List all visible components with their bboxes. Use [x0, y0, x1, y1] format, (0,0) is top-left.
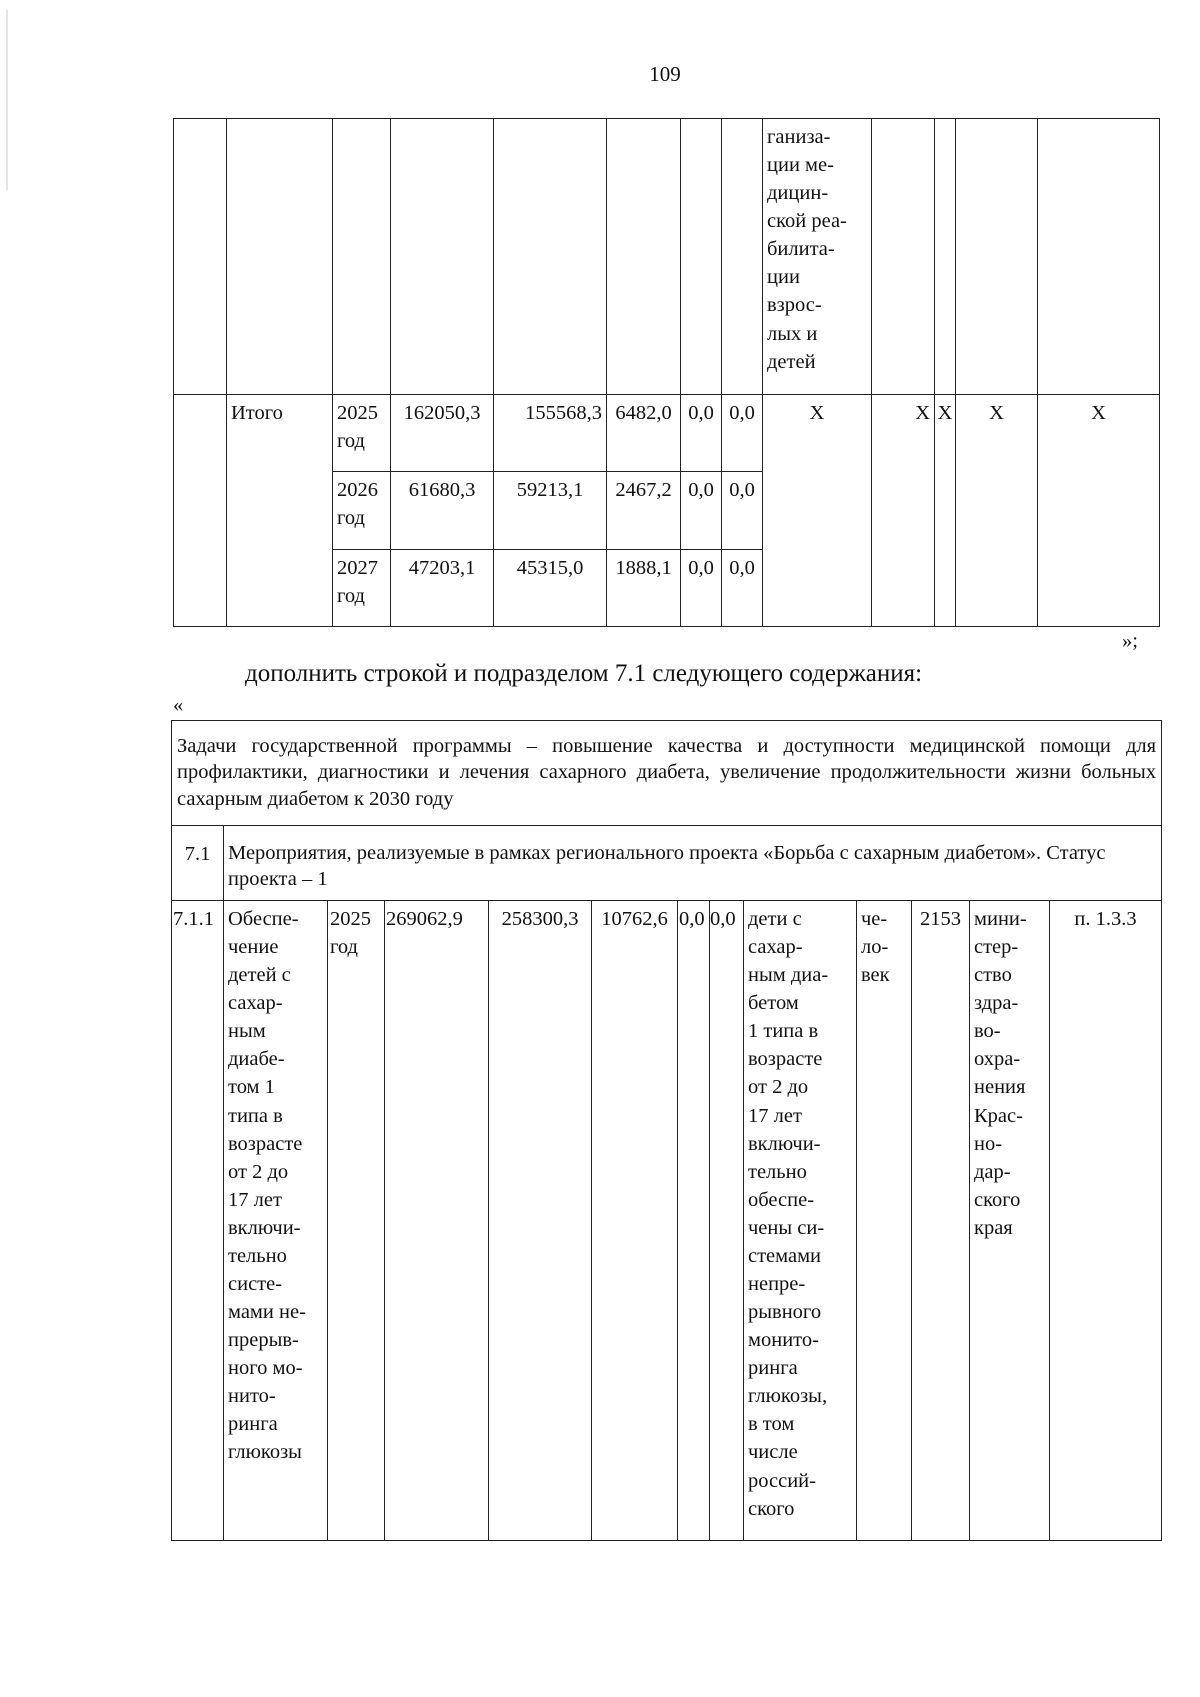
- continuation-table: [173, 118, 1160, 627]
- local-cell: 0,0: [681, 550, 722, 627]
- regional-cell: 45315,0: [494, 550, 607, 627]
- federal-cell: 10762,6: [592, 901, 678, 1541]
- regional-cell: 59213,1: [494, 472, 607, 550]
- local-cell: 0,0: [678, 901, 710, 1541]
- task-text: Задачи государственной программы – повышение качества и доступности медицинской помощи для профилактики, диагностики и лечения сахарного диабета, увеличение продолжительности жизни больных сахарным диабетом к 2030 году: [172, 721, 1162, 826]
- scan-edge-mark: [6, 10, 8, 190]
- x-mark: X: [872, 395, 935, 627]
- other-cell: 0,0: [722, 472, 763, 550]
- federal-cell: 1888,1: [607, 550, 681, 627]
- page-number: 109: [649, 62, 681, 86]
- section-title: Мероприятия, реализуемые в рамках регионального проекта «Борьба с сахарным диабетом». Статус проекта – 1: [224, 826, 1162, 901]
- section-number: 7.1: [172, 826, 224, 901]
- continuation-row: [174, 119, 1160, 395]
- other-cell: 0,0: [722, 550, 763, 627]
- year-cell: 2025 год: [328, 901, 385, 1541]
- reference-cell: п. 1.3.3: [1050, 901, 1162, 1541]
- year-cell: 2027 год: [333, 550, 391, 627]
- instruction-heading: дополнить строкой и подразделом 7.1 следующего содержания:: [245, 660, 923, 687]
- executor-cell: мини- стер- ство здра- во- охра- нения Крас- но- дар- ского края: [970, 901, 1050, 1541]
- total-label: Итого: [227, 395, 333, 627]
- measure-row: [172, 901, 1162, 1541]
- measure-name: Обеспе- чение детей с сахар- ным диабе- том 1 типа в возрасте от 2 до 17 лет включи- тельно систе- мами не- прерыв- ного мо- нито- ринга глюкозы: [224, 901, 328, 1541]
- other-cell: 0,0: [710, 901, 744, 1541]
- federal-cell: 6482,0: [607, 395, 681, 472]
- result-text: дети с сахар- ным диа- бетом 1 типа в возрасте от 2 до 17 лет включи- тельно обеспе- чены си- стемами непре- рывного монито- ринга глюкозы, в том числе россий- ского: [744, 901, 857, 1541]
- regional-cell: 155568,3: [494, 395, 607, 472]
- local-cell: 0,0: [681, 472, 722, 550]
- total-cell: 162050,3: [391, 395, 494, 472]
- total-cell: 61680,3: [391, 472, 494, 550]
- total-cell: 47203,1: [391, 550, 494, 627]
- x-mark: X: [935, 395, 956, 627]
- closing-quote: »;: [1122, 630, 1138, 652]
- other-cell: 0,0: [722, 395, 763, 472]
- total-cell: 269062,9: [385, 901, 489, 1541]
- year-cell: 2026 год: [333, 472, 391, 550]
- x-mark: X: [763, 395, 872, 627]
- local-cell: 0,0: [681, 395, 722, 472]
- measure-number: 7.1.1: [172, 901, 224, 1541]
- section-row: [172, 826, 1162, 901]
- executor-continuation-cell: ганиза- ции ме- дицин- ской реа- билита- ции взрос- лых и детей: [763, 119, 872, 395]
- subsection-table: [171, 720, 1162, 1541]
- total-row-2025: [174, 395, 1160, 472]
- opening-quote: «: [173, 694, 184, 716]
- x-mark: X: [1038, 395, 1160, 627]
- year-cell: 2025 год: [333, 395, 391, 472]
- task-row: [172, 721, 1162, 826]
- unit-cell: че- ло- век: [857, 901, 912, 1541]
- regional-cell: 258300,3: [489, 901, 592, 1541]
- value-cell: 2153: [912, 901, 970, 1541]
- federal-cell: 2467,2: [607, 472, 681, 550]
- x-mark: X: [956, 395, 1038, 627]
